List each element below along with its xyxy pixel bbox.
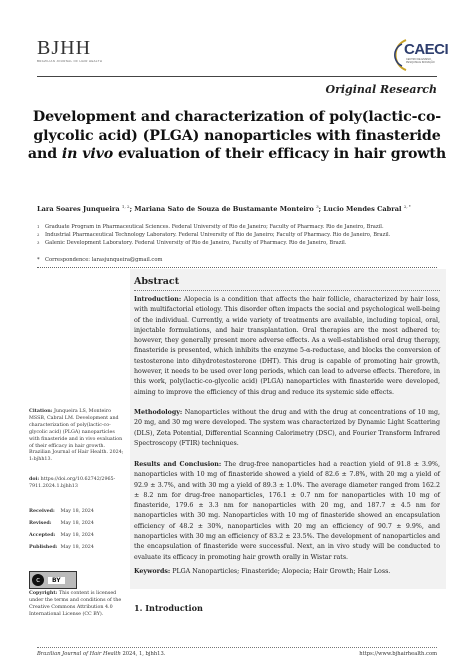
date-received <box>29 508 94 514</box>
accepted-label: Accepted: <box>29 532 56 538</box>
abstract-keywords-text: PLGA Nanoparticles; Finasteride; Alopecia; Hair Growth; Hair Loss. <box>170 568 391 575</box>
header-divider <box>37 76 437 77</box>
date-accepted <box>29 532 94 538</box>
journal-logo <box>37 38 102 63</box>
date-published <box>29 544 94 550</box>
footer-website[interactable]: https://www.bjhairhealth.com <box>359 651 437 657</box>
affiliation-text: Galenic Development Laboratory. Federal University of Rio de Janeiro, Faculty of Pharmacy. Rio de Janeiro, Brazil. <box>45 240 347 247</box>
author-list <box>37 204 411 213</box>
affiliation-number: 2 <box>37 232 40 238</box>
affiliation-number: 1 <box>37 224 40 229</box>
footer-divider <box>37 647 437 648</box>
journal-full-name: BRAZILIAN JOURNAL OF HAIR HEALTH <box>37 59 103 63</box>
correspondence-star: * <box>37 257 40 263</box>
citation-label: Citation: <box>29 408 53 414</box>
abstract-intro-label: Introduction: <box>134 296 182 303</box>
affiliation-list <box>37 223 390 247</box>
affiliation-text: Graduate Program in Pharmaceutical Sciences. Federal University of Rio de Janeiro; Faculty of Pharmacy. Rio de Janeiro, Brazil. <box>45 224 384 230</box>
abstract-results-label: Results and Conclusion: <box>134 461 222 468</box>
affiliation-item <box>37 239 390 247</box>
publisher-logo-text: CAECI <box>404 41 449 58</box>
author-1: Lara Soares Junqueira <box>37 205 120 214</box>
footer-citation <box>37 651 165 657</box>
published-date: May 18, 2024 <box>60 545 94 550</box>
author-2-affil: 3 <box>316 204 319 209</box>
doi-label[interactable]: doi: <box>29 476 40 482</box>
abstract-introduction <box>134 295 440 398</box>
abstract-results <box>134 460 440 563</box>
author-3: Lucio Mendes Cabral <box>323 205 402 214</box>
copyright-block <box>29 590 124 619</box>
abstract-methods-label: Methodology: <box>134 409 183 416</box>
title-part-2: evaluation of their efficacy in hair growth <box>113 146 447 162</box>
correspondence-label: Correspondence: <box>45 257 91 263</box>
correspondence <box>37 257 162 263</box>
revised-date: May 18, 2024 <box>60 521 94 526</box>
section-heading-introduction: 1. Introduction <box>134 603 203 613</box>
article-title <box>25 108 449 164</box>
publisher-logo <box>392 36 449 76</box>
citation-block <box>29 408 124 464</box>
author-3-affil: 2, * <box>403 204 411 209</box>
title-italic: in vivo <box>61 146 114 162</box>
cc-license-badge[interactable] <box>29 571 77 589</box>
publisher-logo-subtitle: CENTRO DE ENSINO, PESQUISA E INOVAÇÃO <box>406 58 435 64</box>
affiliation-item <box>37 231 390 239</box>
author-sep-1: ; <box>129 205 135 214</box>
journal-abbreviation: BJHH <box>37 37 92 59</box>
received-label: Received: <box>29 508 55 514</box>
affiliation-text: Industrial Pharmaceutical Technology Laboratory. Federal University of Rio de Janeiro; Faculty of Pharmacy. Rio de Janeiro, Brazil. <box>45 232 391 239</box>
abstract-results-text: The drug-free nanoparticles had a reaction yield of 91.8 ± 3.9%, nanoparticles with 10 mg of finasteride showed a yield of 82.6 ± 7.8%, with 20 mg a yield of 92.9 ± 3.7%, and with 30 mg a yield of 89.3 ± 1.0%. The average diameter ranged from 162.2 ± 8.2 nm for drug-free nanoparticles, 176.1 ± 0.7 nm for nanoparticles with 10 mg of finasteride, 179.6 ± 3.3 nm for nanoparticles with 20 mg, and 187.7 ± 4.5 nm for nanoparticles with 30 mg. Nanoparticles with 10 mg of finasteride showed an encapsulation efficiency of 48.2 ± 30%, nanoparticles with 20 mg an efficiency of 90.7 ± 9.9%, and nanoparticles with 30 mg an efficiency of 83.2 ± 23.5%. The development of nanoparticles and the encapsulation of finasteride were successful. Next, an in vivo study will be conducted to evaluate its efficacy in promoting hair growth orally in Wistar rats. <box>134 461 440 561</box>
author-1-affil: 1, 2 <box>121 204 130 209</box>
affiliation-item <box>37 223 390 231</box>
copyright-text: This content is licensed under the terms and conditions of the Creative Commons Attribution 4.0 International License (CC BY). <box>29 591 122 617</box>
published-label: Published: <box>29 544 58 550</box>
revised-label: Revised: <box>29 520 52 526</box>
received-date: May 18, 2024 <box>60 509 94 514</box>
abstract-divider <box>134 290 440 291</box>
doi-block <box>29 476 124 491</box>
author-sep-2: ; <box>318 205 324 214</box>
cc-icon: c <box>32 574 44 586</box>
copyright-label: Copyright: <box>29 590 58 596</box>
abstract-methods-text: Nanoparticles without the drug and with the drug at concentrations of 10 mg, 20 mg, and 30 mg were developed. The system was characterized by Dynamic Light Scattering (DLS), Zeta Potential, Differential Scanning Calorimetry (DSC), and Fourier Transform Infrared Spectroscopy (FTIR) techniques. <box>134 409 440 447</box>
date-revised <box>29 520 94 526</box>
abstract-methodology <box>134 408 440 449</box>
accepted-date: May 18, 2024 <box>60 533 94 538</box>
correspondence-divider <box>37 267 437 268</box>
doi-link[interactable]: https://doi.org/10.62742/2965-7911.2024.1.bjhh13 <box>29 477 116 489</box>
correspondence-email[interactable]: larasjunqueira@gmail.com <box>91 257 163 263</box>
footer-volume: 2024, 1, bjhh13. <box>120 651 166 657</box>
author-2: Mariana Sato de Souza de Bustamante Monteiro <box>134 205 314 214</box>
title-part-1: Development and characterization of poly(lactic-co-glycolic acid) (PLGA) nanoparticles with finasteride and <box>27 109 442 162</box>
cc-by-icon: BY <box>48 577 65 584</box>
abstract-heading: Abstract <box>134 276 180 287</box>
affiliation-number: 3 <box>37 240 40 246</box>
footer-journal: Brazilian Journal of Hair Health <box>37 651 121 657</box>
abstract-keywords <box>134 567 440 577</box>
abstract-keywords-label: Keywords: <box>134 568 171 575</box>
abstract-intro-text: Alopecia is a condition that affects the hair follicle, characterized by hair loss, with multifactorial etiology. This disorder often impacts the social and psychological well-being of the individual. Currently, a wide variety of treatments are available, including topical, oral, injectable formulations, and hair transplantation. Oral therapies are the most adhered to; however, they generally present more adverse effects. As a well-established oral drug therapy, finasteride is presented, which inhibits the enzyme 5-α-reductase, and blocks the conversion of testosterone into dihydrotestosterone (DHT). This drug is capable of promoting hair growth, however, it needs to be used over long periods, which can lead to adverse effects. Therefore, in this work, poly(lactic-co-glycolic acid) (PLGA) nanoparticles with finasteride were developed, aiming to improve the efficiency of this drug and reduce its systemic side effects. <box>134 296 440 396</box>
citation-text: Junqueira LS, Monteiro MSSB, Cabral LM. Development and characterization of poly(lactic-co-glycolic acid) (PLGA) nanoparticles with finasteride and in vivo evaluation of their efficacy in hair growth. Brazilian Journal of Hair Health. 2024; 1:bjhh13. <box>29 409 124 463</box>
article-type: Original Research <box>325 83 437 96</box>
